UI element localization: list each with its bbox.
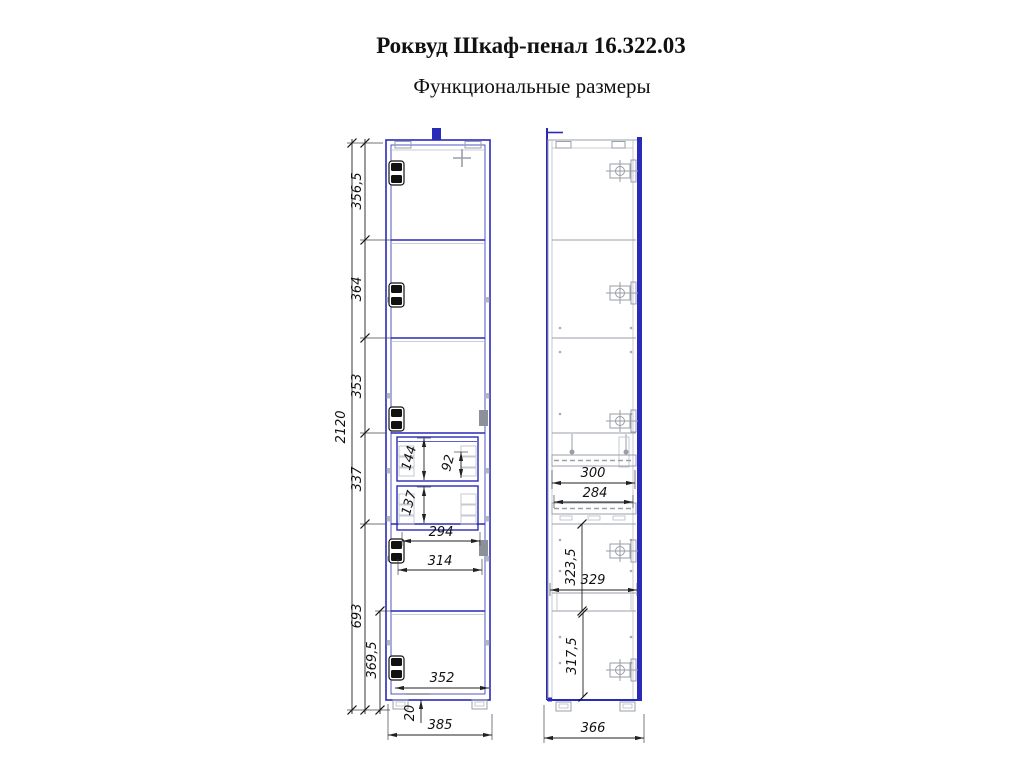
- side-view: [544, 128, 644, 743]
- drawer-slide-icon: [552, 455, 636, 466]
- dim-label: 300: [580, 466, 606, 481]
- dim-label: 352: [429, 671, 455, 686]
- door-edge: [637, 137, 642, 701]
- dim-side-bottom-inner-height: [565, 609, 588, 702]
- hinge-icon: [389, 407, 404, 431]
- dim-top-drawer-height: [399, 438, 431, 480]
- dim-drawer-front-width: [398, 554, 482, 575]
- hinge-icon: [389, 283, 404, 307]
- dim-label: 294: [428, 525, 454, 540]
- cross-marker-icon: [453, 149, 471, 167]
- wall-bracket-icon: [432, 128, 441, 140]
- dim-label: 356,5: [350, 172, 365, 210]
- side-dimensions: [544, 466, 644, 743]
- front-view: [334, 128, 492, 740]
- dim-label: 366: [580, 721, 606, 736]
- dim-bottom-panel-thickness: [403, 694, 430, 723]
- page-title: Роквуд Шкаф-пенал 16.322.03: [376, 33, 686, 58]
- dim-niche-height: [564, 520, 587, 616]
- dim-label: 369,5: [365, 641, 380, 679]
- side-bottom: [547, 698, 642, 712]
- dim-label: 385: [427, 718, 453, 733]
- dim-label: 337: [350, 466, 365, 492]
- shelf-pins: [387, 297, 490, 646]
- dim-label: 92: [439, 453, 459, 474]
- dim-bottom-drawer-height: [399, 487, 431, 523]
- fitting: [479, 410, 488, 426]
- hinge-icon: [389, 161, 404, 185]
- dim-label: 144: [399, 444, 421, 473]
- foot-icon: [620, 702, 635, 711]
- front-dimensions: [334, 139, 492, 741]
- dim-label: 353: [350, 373, 365, 399]
- dim-section-chain: [350, 139, 370, 715]
- dim-label: 329: [580, 573, 606, 588]
- dim-label: 314: [427, 554, 453, 569]
- dim-label: 2120: [334, 410, 349, 444]
- dim-label: 317,5: [565, 637, 580, 675]
- hinge-icon: [389, 656, 404, 680]
- dim-label: 693: [350, 603, 365, 629]
- foot-icon: [556, 702, 571, 711]
- side-body: [548, 140, 640, 700]
- foot-icon: [472, 700, 487, 709]
- shelf-line: [391, 338, 485, 342]
- dim-label: 137: [399, 489, 421, 518]
- dim-label: 323,5: [564, 548, 579, 586]
- dim-slide-inner-length: [554, 486, 633, 508]
- shelf-line: [391, 611, 485, 615]
- dim-drawer-inner-width: [402, 525, 480, 546]
- dim-bottom-inner-height: [365, 607, 385, 715]
- dim-label: 284: [582, 486, 608, 501]
- drawer-slide-icon: [552, 503, 636, 514]
- dim-label: 20: [403, 704, 418, 722]
- dim-bottom-inner-width: [395, 671, 489, 690]
- shelf-line: [391, 240, 485, 244]
- page-subtitle: Функциональные размеры: [413, 74, 651, 98]
- dim-label: 364: [350, 276, 365, 302]
